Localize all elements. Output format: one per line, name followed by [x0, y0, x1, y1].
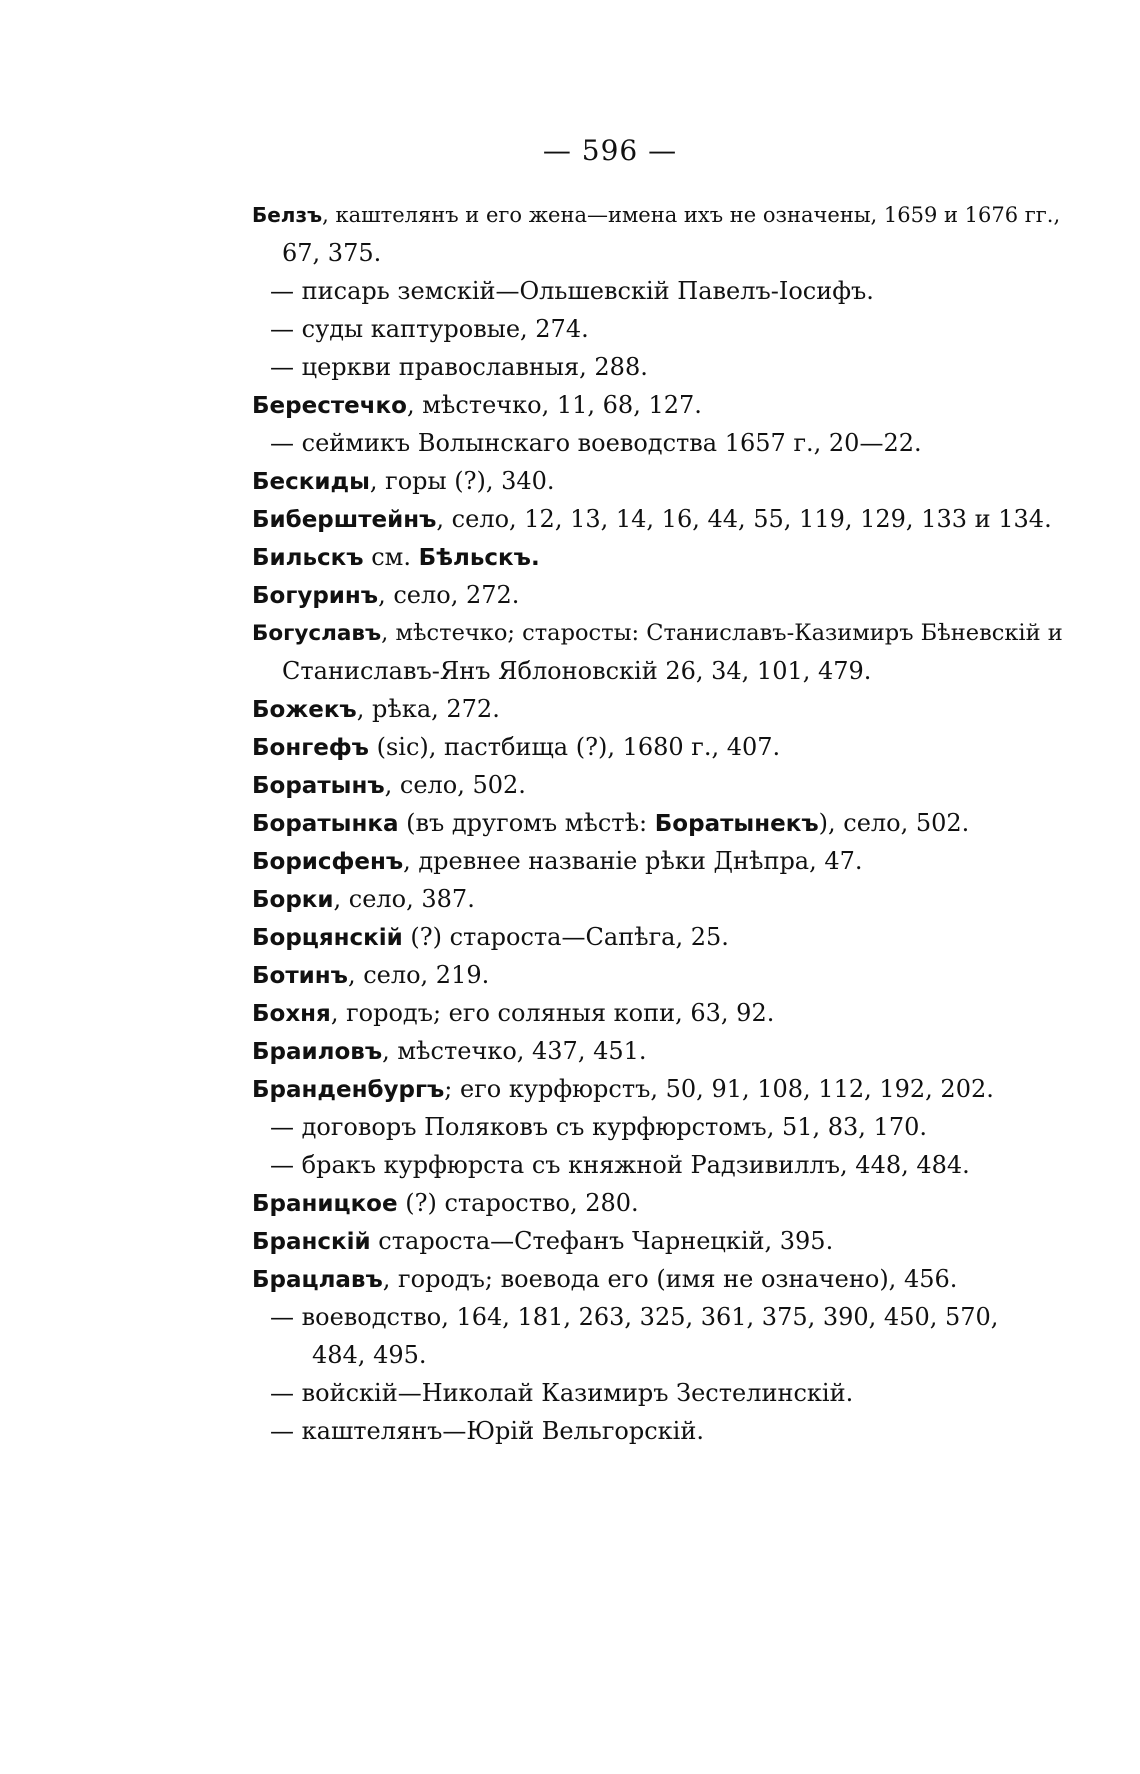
entry-headword: Бонгефъ: [252, 735, 369, 761]
entry-text: см.: [363, 543, 419, 571]
entry-headword: Боратынка: [252, 811, 399, 837]
index-subentry: [252, 1146, 1074, 1184]
index-entry: [252, 386, 1074, 424]
entry-headword: Биберштейнъ: [252, 507, 437, 533]
index-entry: [252, 994, 1074, 1032]
index-entry: [252, 842, 1074, 880]
entry-text: , городъ; его соляныя копи, 63, 92.: [330, 999, 775, 1027]
index-entry: [252, 956, 1074, 994]
entry-headword: Бескиды: [252, 469, 370, 495]
entry-text: Станиславъ-Янъ Яблоновскій 26, 34, 101, 479.: [282, 657, 872, 685]
index-entry: [252, 804, 1074, 842]
entry-headword: Бранденбургъ: [252, 1077, 445, 1103]
entry-text: — писарь земскій—Ольшевскій Павелъ-Іосифъ.: [270, 277, 874, 305]
index-entry: [252, 728, 1074, 766]
index-entry: [252, 576, 1074, 614]
index-subentry: [252, 310, 1074, 348]
entry-text: — церкви православныя, 288.: [270, 353, 648, 381]
entry-text: , село, 387.: [333, 885, 475, 913]
entry-headword: Божекъ: [252, 697, 357, 723]
entry-headword: Богуринъ: [252, 583, 379, 609]
entry-text: , горы (?), 340.: [369, 467, 555, 495]
entry-headword: Борцянскій: [252, 925, 403, 951]
index-entry: [252, 1070, 1074, 1108]
entry-text: , городъ; воевода его (имя не означено), 456.: [382, 1265, 958, 1293]
index-entry: [252, 1260, 1074, 1298]
entry-headword: Бранскій: [252, 1229, 371, 1255]
entry-text: , село, 219.: [347, 961, 490, 989]
entry-text: — договоръ Поляковъ съ курфюрстомъ, 51, 83, 170.: [270, 1113, 927, 1141]
entry-headword: Борисфенъ: [252, 849, 404, 875]
entry-headword: Борки: [252, 887, 334, 913]
entry-headword: Берестечко: [252, 393, 407, 419]
index-subentry-continuation: [252, 1336, 1074, 1374]
entry-text: , каштелянъ и его жена—имена ихъ не означены, 1659 и 1676 гг.,: [322, 203, 1061, 227]
index-entry: [252, 500, 1074, 538]
entry-headword: Бохня: [252, 1001, 331, 1027]
index-entry-continuation: [252, 652, 1074, 690]
index-subentry: [252, 1374, 1074, 1412]
entry-headword: Бильскъ: [252, 545, 364, 571]
entry-text: — воеводство, 164, 181, 263, 325, 361, 375, 390, 450, 570,: [270, 1303, 999, 1331]
entry-text: 484, 495.: [312, 1341, 427, 1369]
entry-cross-reference: Боратынекъ: [654, 811, 819, 837]
entry-text: (sic), пастбища (?), 1680 г., 407.: [368, 733, 781, 761]
index-entry: [252, 196, 1074, 234]
entry-headword: Браницкое: [252, 1191, 398, 1217]
entry-text: — бракъ курфюрста съ княжной Радзивиллъ, 448, 484.: [270, 1151, 970, 1179]
entry-text: (въ другомъ мѣстѣ:: [398, 809, 655, 837]
entry-text: (?) староство, 280.: [397, 1189, 639, 1217]
index-entry: [252, 1032, 1074, 1070]
entry-text: (?) староста—Сапѣга, 25.: [402, 923, 729, 951]
index-entry: [252, 1222, 1074, 1260]
entry-headword: Брацлавъ: [252, 1267, 383, 1293]
index-entry: [252, 766, 1074, 804]
entry-headword: Богуславъ: [252, 621, 382, 646]
index-subentry: [252, 1412, 1074, 1450]
entry-text: , мѣстечко, 437, 451.: [382, 1037, 647, 1065]
entry-headword: Браиловъ: [252, 1039, 383, 1065]
entry-text: ), село, 502.: [818, 809, 970, 837]
index-entry: [252, 1184, 1074, 1222]
entry-headword: Ботинъ: [252, 963, 348, 989]
index-entry: [252, 918, 1074, 956]
entry-text: , мѣстечко; старосты: Станиславъ-Казимиръ Бѣневскій и: [381, 620, 1063, 646]
index-entries: [252, 196, 1074, 1450]
index-entry-continuation: [252, 234, 1074, 272]
entry-text: староста—Стефанъ Чарнецкій, 395.: [370, 1227, 834, 1255]
entry-text: , древнее названіе рѣки Днѣпра, 47.: [403, 847, 863, 875]
entry-text: — суды каптуровые, 274.: [270, 315, 589, 343]
entry-headword: Белзъ: [252, 203, 323, 227]
entry-text: — войскій—Николай Казимиръ Зестелинскій.: [270, 1379, 854, 1407]
entry-text: — сеймикъ Волынскаго воеводства 1657 г., 20—22.: [270, 429, 922, 457]
index-entry: [252, 880, 1074, 918]
index-subentry: [252, 1108, 1074, 1146]
index-subentry: [252, 1298, 1074, 1336]
entry-text: , село, 12, 13, 14, 16, 44, 55, 119, 129, 133 и 134.: [436, 505, 1052, 533]
index-entry: [252, 462, 1074, 500]
index-entry: [252, 614, 1074, 652]
entry-text: , мѣстечко, 11, 68, 127.: [406, 391, 702, 419]
index-subentry: [252, 424, 1074, 462]
entry-headword: Боратынъ: [252, 773, 385, 799]
entry-text: ; его курфюрстъ, 50, 91, 108, 112, 192, 202.: [444, 1075, 994, 1103]
entry-text: , село, 272.: [378, 581, 520, 609]
page-number: — 596 —: [542, 134, 678, 167]
entry-text: , рѣка, 272.: [356, 695, 500, 723]
index-subentry: [252, 272, 1074, 310]
entry-cross-reference: Бѣльскъ.: [418, 545, 540, 571]
entry-text: — каштелянъ—Юрій Вельгорскій.: [270, 1417, 704, 1445]
index-subentry: [252, 348, 1074, 386]
entry-text: , село, 502.: [384, 771, 526, 799]
index-entry: [252, 538, 1074, 576]
index-entry: [252, 690, 1074, 728]
entry-text: 67, 375.: [282, 239, 382, 267]
